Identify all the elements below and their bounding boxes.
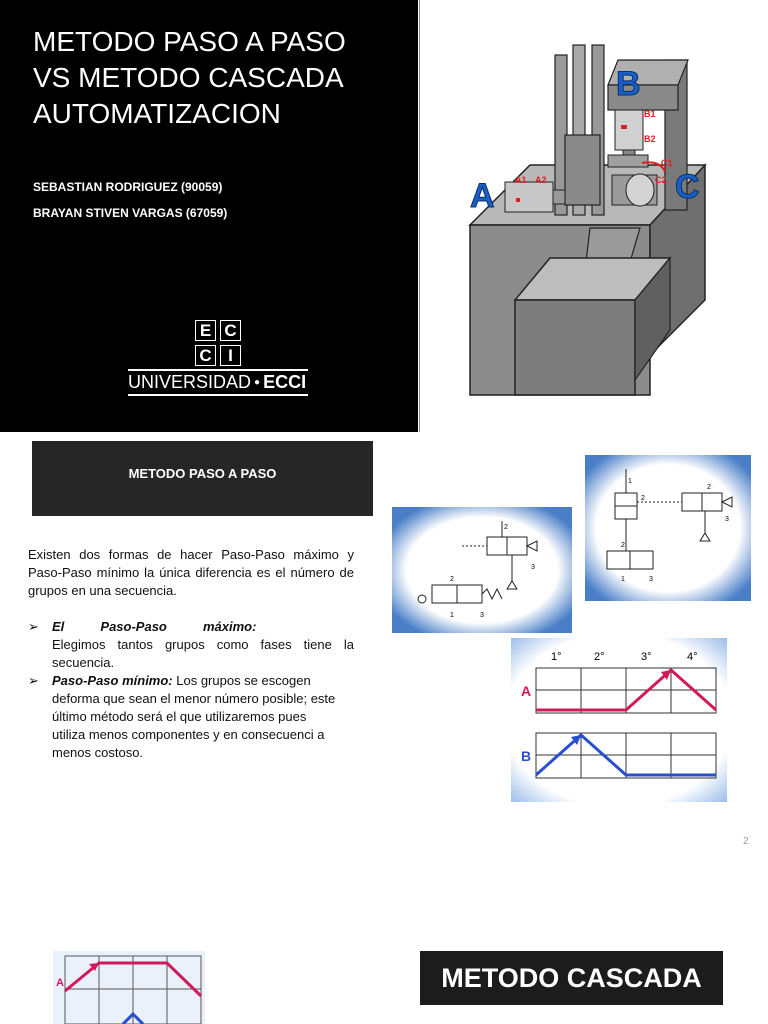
phase-col-4: 4° bbox=[687, 651, 698, 663]
logo-text-bold: ECCI bbox=[263, 372, 307, 392]
logo-text-regular: UNIVERSIDAD bbox=[128, 372, 252, 392]
slide-title bbox=[33, 24, 346, 132]
logo-rule bbox=[128, 369, 308, 371]
machine-illustration-panel bbox=[419, 0, 768, 432]
logo-letter: I bbox=[220, 345, 241, 366]
sensor-label-b2: B2 bbox=[644, 134, 656, 144]
bullet-text: Elegimos tantos grupos como fases tiene la secuencia. bbox=[52, 637, 354, 670]
phase-col-3: 3° bbox=[641, 651, 652, 663]
logo-letter: C bbox=[195, 345, 216, 366]
bullet-term: Paso-Paso mínimo: bbox=[52, 673, 173, 688]
logo-rule bbox=[128, 394, 308, 396]
title-line: METODO PASO A PASO bbox=[33, 26, 346, 57]
port-label: 1 bbox=[450, 612, 454, 619]
bullet-arrow-icon: ➢ bbox=[28, 673, 39, 688]
bullet-arrow-icon: ➢ bbox=[28, 619, 39, 634]
title-line: VS METODO CASCADA bbox=[33, 62, 344, 93]
port-label: 2 bbox=[641, 495, 645, 502]
machine-label-a: A bbox=[470, 177, 495, 215]
university-logo bbox=[128, 318, 308, 398]
bullet-text: Los grupos se escogen deforma que sean el menor número posible; este último método será el que utilizaremos pues bbox=[52, 673, 336, 724]
port-label: 3 bbox=[725, 516, 729, 523]
phase-row-a: A bbox=[521, 683, 532, 699]
machine-illustration bbox=[420, 0, 768, 432]
valve-diagram-1 bbox=[392, 507, 572, 633]
port-label: 2 bbox=[450, 576, 454, 583]
port-label: 3 bbox=[531, 564, 535, 571]
port-label: 1 bbox=[621, 576, 625, 583]
sensor-label-a1: A1 bbox=[515, 175, 527, 185]
phase-diagram bbox=[511, 638, 727, 802]
phase-col-1: 1° bbox=[551, 651, 562, 663]
port-label: 2 bbox=[621, 542, 625, 549]
page-number: 2 bbox=[743, 836, 749, 847]
phase-col-2: 2° bbox=[594, 651, 605, 663]
sensor-label-c1: C1 bbox=[661, 158, 673, 168]
intro-paragraph: Existen dos formas de hacer Paso-Paso máximo y Paso-Paso mínimo la única diferencia es el número de grupos en una secuencia. bbox=[28, 547, 354, 598]
author-1: SEBASTIAN RODRIGUEZ (90059) bbox=[33, 180, 223, 194]
port-label: 3 bbox=[649, 576, 653, 583]
port-label: 2 bbox=[707, 484, 711, 491]
bullet-maximo bbox=[28, 618, 358, 672]
cascade-phase-diagram bbox=[53, 951, 205, 1024]
port-label: 1 bbox=[628, 478, 632, 485]
title-line: AUTOMATIZACION bbox=[33, 98, 281, 129]
bullet-minimo bbox=[28, 672, 358, 782]
cascade-row-a: A bbox=[56, 977, 64, 989]
slide-3 bbox=[0, 864, 768, 1024]
logo-letter: C bbox=[220, 320, 241, 341]
port-label: 2 bbox=[504, 524, 508, 531]
sensor-label-b1: B1 bbox=[644, 109, 656, 119]
logo-letter: E bbox=[195, 320, 216, 341]
slide-2 bbox=[0, 432, 768, 864]
sensor-label-c2: C2 bbox=[655, 175, 667, 185]
machine-label-c: C bbox=[675, 168, 700, 206]
title-panel bbox=[0, 0, 418, 432]
slide-1 bbox=[0, 0, 768, 432]
section-banner-cascada: METODO CASCADA bbox=[420, 951, 723, 1005]
author-2: BRAYAN STIVEN VARGAS (67059) bbox=[33, 206, 228, 220]
bullet-term: El Paso-Paso máximo: bbox=[52, 619, 257, 634]
phase-row-b: B bbox=[521, 748, 532, 764]
machine-label-b: B bbox=[616, 65, 641, 103]
section-banner: METODO PASO A PASO bbox=[32, 441, 373, 516]
valve-diagram-2 bbox=[585, 455, 751, 601]
sensor-label-a2: A2 bbox=[535, 175, 547, 185]
port-label: 3 bbox=[480, 612, 484, 619]
bullet-text-continued: utiliza menos componentes y en consecuenci a menos costoso. bbox=[52, 727, 325, 760]
logo-text: UNIVERSIDAD ● ECCI bbox=[128, 372, 307, 392]
